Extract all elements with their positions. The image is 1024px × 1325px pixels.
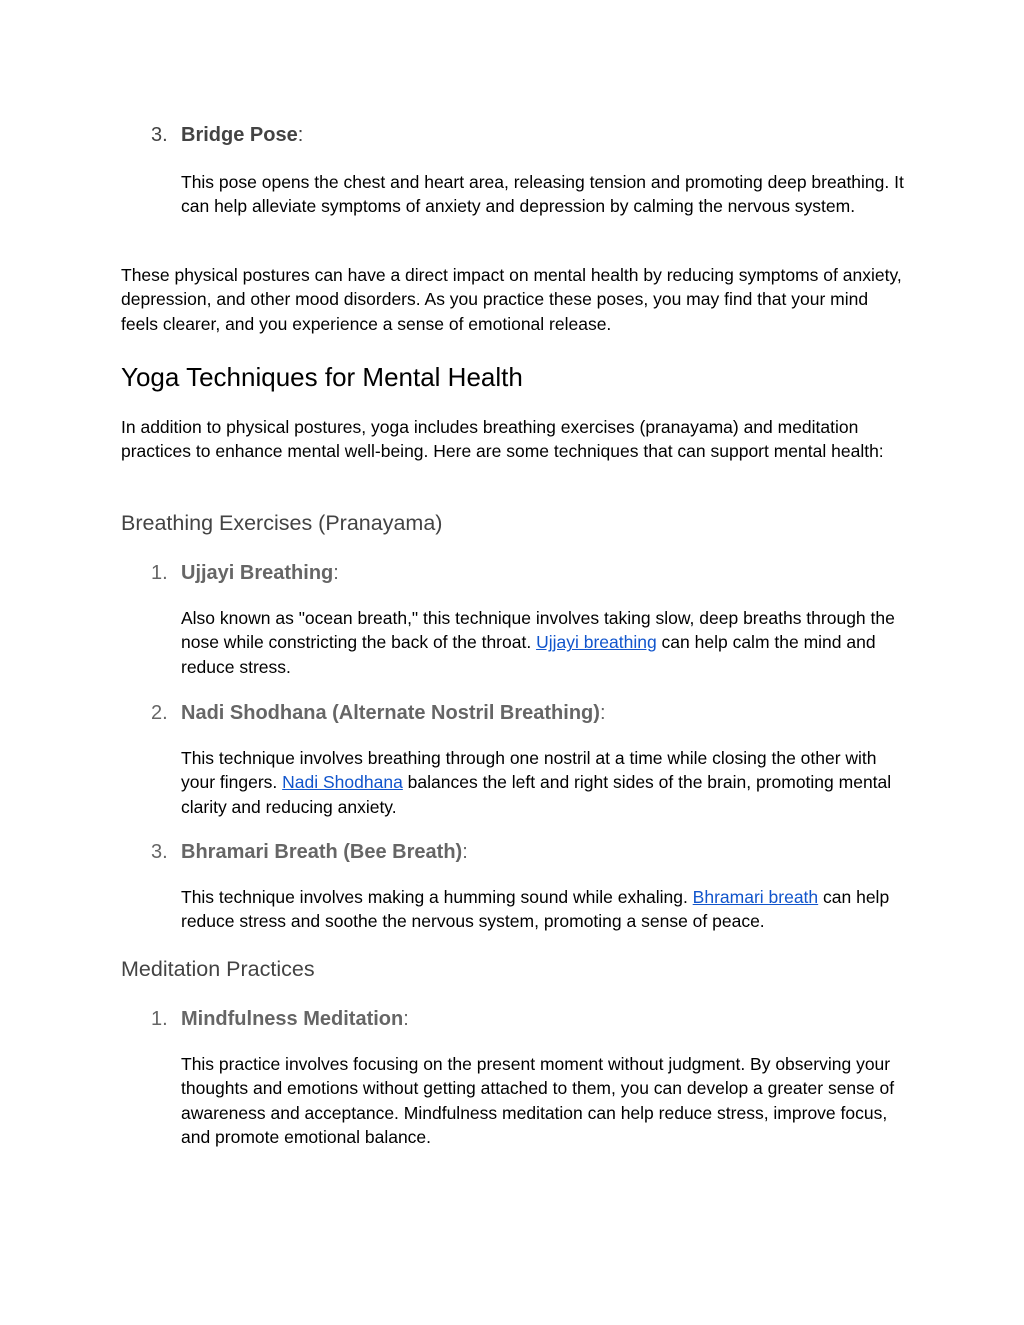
list-title [181,701,606,725]
ujjayi-text-after: can help calm the mind and reduce stress. [181,632,876,677]
list-number: 1. [151,562,168,584]
list-item-heading-bridge-pose [151,123,551,147]
bhramari-breath-link[interactable]: Bhramari breath [692,887,819,907]
list-title-colon: : [599,702,606,724]
list-number: 2. [151,702,168,724]
list-title-colon: : [462,841,468,863]
techniques-intro-paragraph: In addition to physical postures, yoga includes breathing exercises (pranayama) and meditation practices to enhance mental well-being. Here are some techniques that can support mental health: [121,417,884,462]
bhramari-text-after: can help reduce stress and soothe the nervous system, promoting a sense of peace. [181,887,890,932]
list-title [181,840,468,864]
ujjayi-text-before: Also known as "ocean breath," this technique involves taking slow, deep breaths through the nose while constricting the back of the throat. [181,608,895,653]
bhramari-text-before: This technique involves making a humming sound while exhaling. [181,887,693,907]
list-title-text: Nadi Shodhana (Alternate Nostril Breathing) [181,702,600,724]
list-item-heading-nadi-shodhana [151,701,751,725]
list-title [181,123,303,147]
list-number: 3. [151,841,168,863]
list-title-text: Bhramari Breath (Bee Breath) [181,841,463,863]
list-item-heading-mindfulness [151,1007,651,1031]
ujjayi-breathing-link[interactable]: Ujjayi breathing [536,632,657,653]
list-title-colon: : [403,1008,409,1030]
list-title [181,561,339,585]
nadi-shodhana-description [181,746,911,819]
nadi-text-before: This technique involves breathing through one nostril at a time while closing the other with your fingers. [181,748,877,793]
bridge-pose-description: This pose opens the chest and heart area, releasing tension and promoting deep breathing. It can help alleviate symptoms of anxiety and depression by calming the nervous system. [181,172,904,217]
subheading-breathing-exercises: Breathing Exercises (Pranayama) [121,511,443,535]
list-item-heading-bhramari [151,840,651,864]
list-title-colon: : [333,562,339,584]
list-number: 1. [151,1008,168,1030]
nadi-text-after: balances the left and right sides of the brain, promoting mental clarity and reducing anxiety. [181,772,892,817]
subheading-meditation-practices: Meditation Practices [121,957,315,981]
list-title [181,1007,409,1031]
bhramari-description [181,885,911,934]
ujjayi-description [181,606,911,679]
list-title-text: Ujjayi Breathing [181,562,334,584]
nadi-shodhana-link[interactable]: Nadi Shodhana [282,772,403,793]
list-title-colon: : [297,124,304,146]
list-title-text: Bridge Pose [181,124,298,146]
list-item-heading-ujjayi [151,561,651,585]
list-number: 3. [151,124,168,146]
list-title-text: Mindfulness Meditation [181,1008,404,1030]
mindfulness-description: This practice involves focusing on the present moment without judgment. By observing your thoughts and emotions without getting attached to them, you can develop a greater sense of awareness and acceptance. Mindfulness meditation can help reduce stress, improve focus, and promote emotional balance. [181,1054,895,1148]
postures-paragraph: These physical postures can have a direct impact on mental health by reducing symptoms of anxiety, depression, and other mood disorders. As you practice these poses, you may find that your mind feels clearer, and you experience a sense of emotional release. [121,265,902,334]
section-heading-yoga-techniques: Yoga Techniques for Mental Health [121,362,523,392]
